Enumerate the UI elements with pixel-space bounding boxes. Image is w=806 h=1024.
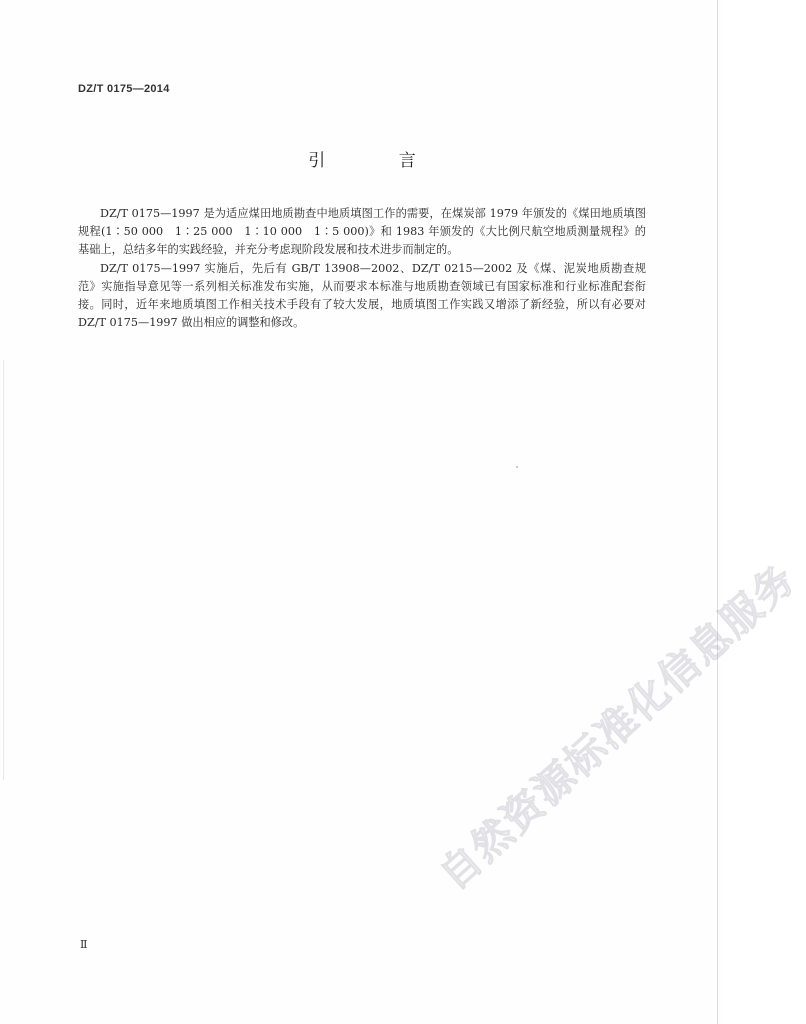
standard-code-header: DZ/T 0175—2014: [78, 83, 170, 95]
paragraph: DZ/T 0175—1997 实施后，先后有 GB/T 13908—2002、DZ/T 0215—2002 及《煤、泥炭地质勘查规范》实施指导意见等一系列相关标准发布实施，从而要求本标准与地质勘查领域已有国家标准和行业标准配套衔接。同时，近年来地质填图工作相关技术手段有了较大发展，地质填图工作实践又增添了新经验，所以有必要对 DZ/T 0175—1997 做出相应的调整和修改。: [78, 261, 646, 330]
scan-speck: [516, 466, 518, 468]
body-text: [78, 205, 646, 332]
scan-edge-line: [3, 360, 4, 780]
page-number: Ⅱ: [80, 938, 88, 951]
section-title: 引 言: [308, 151, 450, 171]
watermark-text: 自然资源标准化信息服务: [431, 555, 806, 899]
paragraph: DZ/T 0175—1997 是为适应煤田地质勘查中地质填图工作的需要，在煤炭部 1979 年颁发的《煤田地质填图规程(1∶50 000 1∶25 000 1∶10 000 1∶5 000)》和 1983 年颁发的《大比例尺航空地质测量规程》的基础上，总结多年的实践经验，并充分考虑现阶段发展和技术进步而制定的。: [78, 207, 646, 257]
